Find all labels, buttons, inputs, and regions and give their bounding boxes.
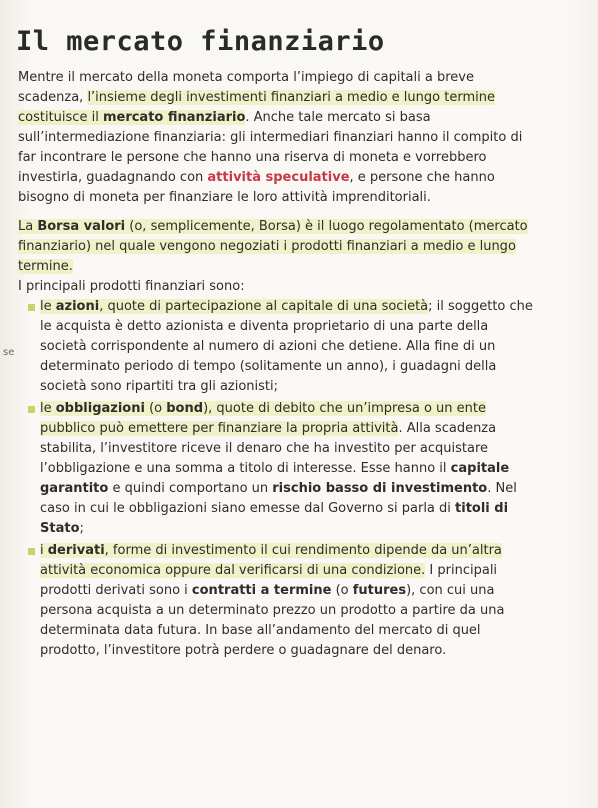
paragraph-mercato (18, 68, 538, 208)
body-text (18, 68, 538, 663)
term-titoli-di-stato: titoli di Stato (40, 501, 509, 536)
list-item (18, 297, 538, 397)
paragraph-borsa (18, 217, 538, 297)
text-run: ), con cui una persona acquista a un determinato prezzo un prodotto a partire da una determinata data futura. In base all’andamento del mercato di quel prodotto, l’investitore potrà perdere o guadagnare del denaro. (40, 583, 505, 658)
page-title: Il mercato finanziario (16, 26, 385, 57)
text-run: le (40, 299, 56, 314)
term-futures: futures (352, 583, 407, 598)
text-run: I principali prodotti derivati sono i (40, 563, 498, 598)
term-azioni: azioni (55, 299, 100, 314)
text-run: ; (79, 521, 84, 536)
term-bond: bond (166, 401, 204, 416)
text-run: (o (144, 401, 167, 416)
bullet-square-icon (28, 304, 35, 311)
term-borsa-valori: Borsa valori (37, 219, 126, 234)
list-item (18, 399, 538, 539)
text-run: , quote di partecipazione al capitale di una società (99, 299, 429, 314)
bullet-square-icon (28, 548, 35, 555)
products-list (18, 297, 538, 661)
text-run: le (40, 401, 56, 416)
text-run: ; il soggetto che le acquista è detto azionista e diventa proprietario di una parte della società corrispondente al numero di azioni che detiene. Alla fine di un determinato periodo di tempo (solitamente un anno), i guadagni della società sono ripartiti tra gli azionisti; (40, 299, 533, 394)
list-item (18, 541, 538, 661)
term-attivita-speculative: attività speculative (207, 170, 350, 185)
text-run: , forme di investimento il cui rendimento dipende da un’altra attività economica oppure dal verificarsi di una condizione. (40, 543, 502, 578)
text-run: (o (331, 583, 353, 598)
text-run: . Nel caso in cui le obbligazioni siano emesse dal Governo si parla di (40, 481, 517, 516)
text-run: La (18, 219, 38, 234)
text-run: l’insieme degli investimenti finanziari a medio e lungo termine costituisce il (18, 90, 495, 125)
term-contratti-a-termine: contratti a termine (191, 583, 332, 598)
text-run: (o, semplicemente, Borsa) è il luogo regolamentato (mercato finanziario) nel quale vengono negoziati i prodotti finanziari a medio e lungo termine. (18, 219, 528, 274)
text-run: e quindi comportano un (108, 481, 273, 496)
highlighted-text (40, 299, 428, 314)
text-run: I principali prodotti finanziari sono: (18, 279, 245, 294)
term-mercato-finanziario: mercato finanziario (102, 110, 246, 125)
term-rischio-basso: rischio basso di investimento (272, 481, 488, 496)
text-run: i (40, 543, 48, 558)
bullet-square-icon (28, 406, 35, 413)
text-run: . Alla scadenza stabilita, l’investitore riceve il denaro che ha investito per acquistare l’obbligazione e una somma a titolo di interesse. Esse hanno il (40, 421, 497, 476)
text-run: . Anche tale mercato si basa sull’intermediazione finanziaria: gli intermediari finanziari hanno il compito di far incontrare le persone che hanno una riserva di moneta e vorrebbero investirla, guadagnando con (18, 110, 523, 185)
term-derivati: derivati (47, 543, 105, 558)
term-obbligazioni: obbligazioni (55, 401, 145, 416)
text-run: Mentre il mercato della moneta comporta l’impiego di capitali a breve scadenza, (18, 70, 474, 105)
highlighted-text (18, 219, 528, 274)
text-run: , e persone che hanno bisogno di moneta per finanziare le loro attività imprenditoriali. (18, 170, 495, 205)
text-run: ), quote di debito che un’impresa o un ente pubblico può emettere per finanziare la propria attività (40, 401, 486, 436)
margin-note: se (3, 347, 15, 358)
term-capitale-garantito: capitale garantito (40, 461, 510, 496)
